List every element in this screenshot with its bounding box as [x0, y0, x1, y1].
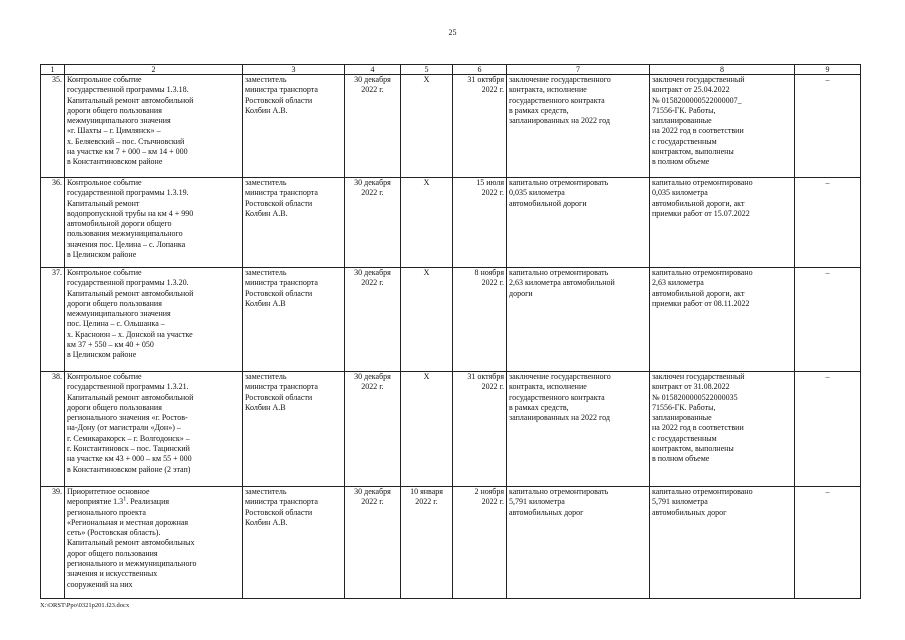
responsible-person: заместитель министра транспорта Ростовской области Колбин А.В: [243, 268, 345, 372]
column-header: 5: [401, 65, 453, 75]
fact-date: 31 октября 2022 г.: [453, 75, 507, 178]
superscript-mark: 1: [123, 496, 127, 503]
footer-file-path: X:\ORST\Ppo\0321p201.f23.docx: [40, 602, 130, 609]
responsible-person: заместитель министра транспорта Ростовской области Колбин А.В.: [243, 75, 345, 178]
expected-result: капитально отремонтировать 2,63 километра автомобильной дороги: [507, 268, 650, 372]
row-number: 38.: [41, 372, 65, 487]
actual-result: заключен государственный контракт от 25.04.2022 № 0158200000522000007_ 71556-ГК. Работы, запланированные на 2022 год в соответствии с государственным контрактом, выполнены в полном объеме: [650, 75, 795, 178]
fact-date: 2 ноября 2022 г.: [453, 487, 507, 599]
column-5-value: Х: [401, 268, 453, 372]
row-number: 39.: [41, 487, 65, 599]
fact-date: 31 октября 2022 г.: [453, 372, 507, 487]
column-header: 3: [243, 65, 345, 75]
column-header: 1: [41, 65, 65, 75]
table-row: [41, 372, 861, 487]
column-header: 6: [453, 65, 507, 75]
column-header: 7: [507, 65, 650, 75]
responsible-person: заместитель министра транспорта Ростовской области Колбин А.В: [243, 372, 345, 487]
responsible-person: заместитель министра транспорта Ростовской области Колбин А.В.: [243, 487, 345, 599]
table-row: [41, 268, 861, 372]
column-9-value: –: [795, 268, 861, 372]
column-5-value: Х: [401, 178, 453, 268]
plan-date: 30 декабря 2022 г.: [345, 268, 401, 372]
expected-result: заключение государственного контракта, исполнение государственного контракта в рамках средств, запланированных на 2022 год: [507, 75, 650, 178]
table-row: [41, 487, 861, 599]
table-row: [41, 75, 861, 178]
event-description: Контрольное событие государственной программы 1.3.19. Капитальный ремонт водопропускной трубы на км 4 + 990 автомобильной дороги общего пользования межмуниципального значения пос. Целина – с. Лопанка в Целинском районе: [65, 178, 243, 268]
column-header: 8: [650, 65, 795, 75]
plan-date: 30 декабря 2022 г.: [345, 372, 401, 487]
actual-result: капитально отремонтировано 0,035 километра автомобильной дороги, акт приемки работ от 15.07.2022: [650, 178, 795, 268]
plan-date: 30 декабря 2022 г.: [345, 75, 401, 178]
column-9-value: –: [795, 178, 861, 268]
row-number: 36.: [41, 178, 65, 268]
row-number: 35.: [41, 75, 65, 178]
column-number-row: [41, 65, 861, 75]
event-description: [65, 487, 243, 599]
actual-result: заключен государственный контракт от 31.08.2022 № 0158200000522000035 71556-ГК. Работы, запланированные на 2022 год в соответствии с государственным контрактом, выполнены в полном объеме: [650, 372, 795, 487]
event-description: Контрольное событие государственной программы 1.3.21. Капитальный ремонт автомобильной дороги общего пользования регионального значения «г. Ростов- на-Дону (от магистрали «Дон») – г. Семикаракорск – г. Волгодонск» – г. Константиновск – пос. Тацинский на участке км 43 + 000 – км 55 + 000 в Константиновском районе (2 этап): [65, 372, 243, 487]
event-lead-text: Приоритетное основное мероприятие 1.3: [67, 487, 150, 507]
page-number: 25: [448, 28, 457, 37]
column-header: 9: [795, 65, 861, 75]
actual-result: капитально отремонтировано 5,791 километра автомобильных дорог: [650, 487, 795, 599]
column-9-value: –: [795, 487, 861, 599]
column-header: 4: [345, 65, 401, 75]
event-rest-text: . Реализация регионального проекта «Региональная и местная дорожная сеть» (Ростовская область). Капитальный ремонт автомобильных дорог общего пользования регионального и межмуниципального значения и искусственных сооружений на них: [67, 497, 197, 589]
report-table: [40, 64, 861, 599]
plan-date: 30 декабря 2022 г.: [345, 487, 401, 599]
column-9-value: –: [795, 372, 861, 487]
plan-date: 30 декабря 2022 г.: [345, 178, 401, 268]
event-description: Контрольное событие государственной программы 1.3.20. Капитальный ремонт автомобильной дороги общего пользования межмуниципального значения пос. Целина – с. Ольшанка – х. Красноюн – х. Донской на участке км 37 + 550 – км 40 + 050 в Целинском районе: [65, 268, 243, 372]
column-5-value: Х: [401, 372, 453, 487]
column-5-value: 10 января 2022 г.: [401, 487, 453, 599]
expected-result: капитально отремонтировать 5,791 километра автомобильных дорог: [507, 487, 650, 599]
column-5-value: Х: [401, 75, 453, 178]
expected-result: капитально отремонтировать 0,035 километра автомобильной дороги: [507, 178, 650, 268]
column-header: 2: [65, 65, 243, 75]
column-9-value: –: [795, 75, 861, 178]
event-description: Контрольное событие государственной программы 1.3.18. Капитальный ремонт автомобильной дороги общего пользования межмуниципального значения «г. Шахты – г. Цимлянск» – х. Беляевский – пос. Стычновский на участке км 7 + 000 – км 14 + 000 в Константиновском районе: [65, 75, 243, 178]
fact-date: 15 июля 2022 г.: [453, 178, 507, 268]
expected-result: заключение государственного контракта, исполнение государственного контракта в рамках средств, запланированных на 2022 год: [507, 372, 650, 487]
fact-date: 8 ноября 2022 г.: [453, 268, 507, 372]
actual-result: капитально отремонтировано 2,63 километра автомобильной дороги, акт приемки работ от 08.11.2022: [650, 268, 795, 372]
row-number: 37.: [41, 268, 65, 372]
responsible-person: заместитель министра транспорта Ростовской области Колбин А.В.: [243, 178, 345, 268]
table-row: [41, 178, 861, 268]
